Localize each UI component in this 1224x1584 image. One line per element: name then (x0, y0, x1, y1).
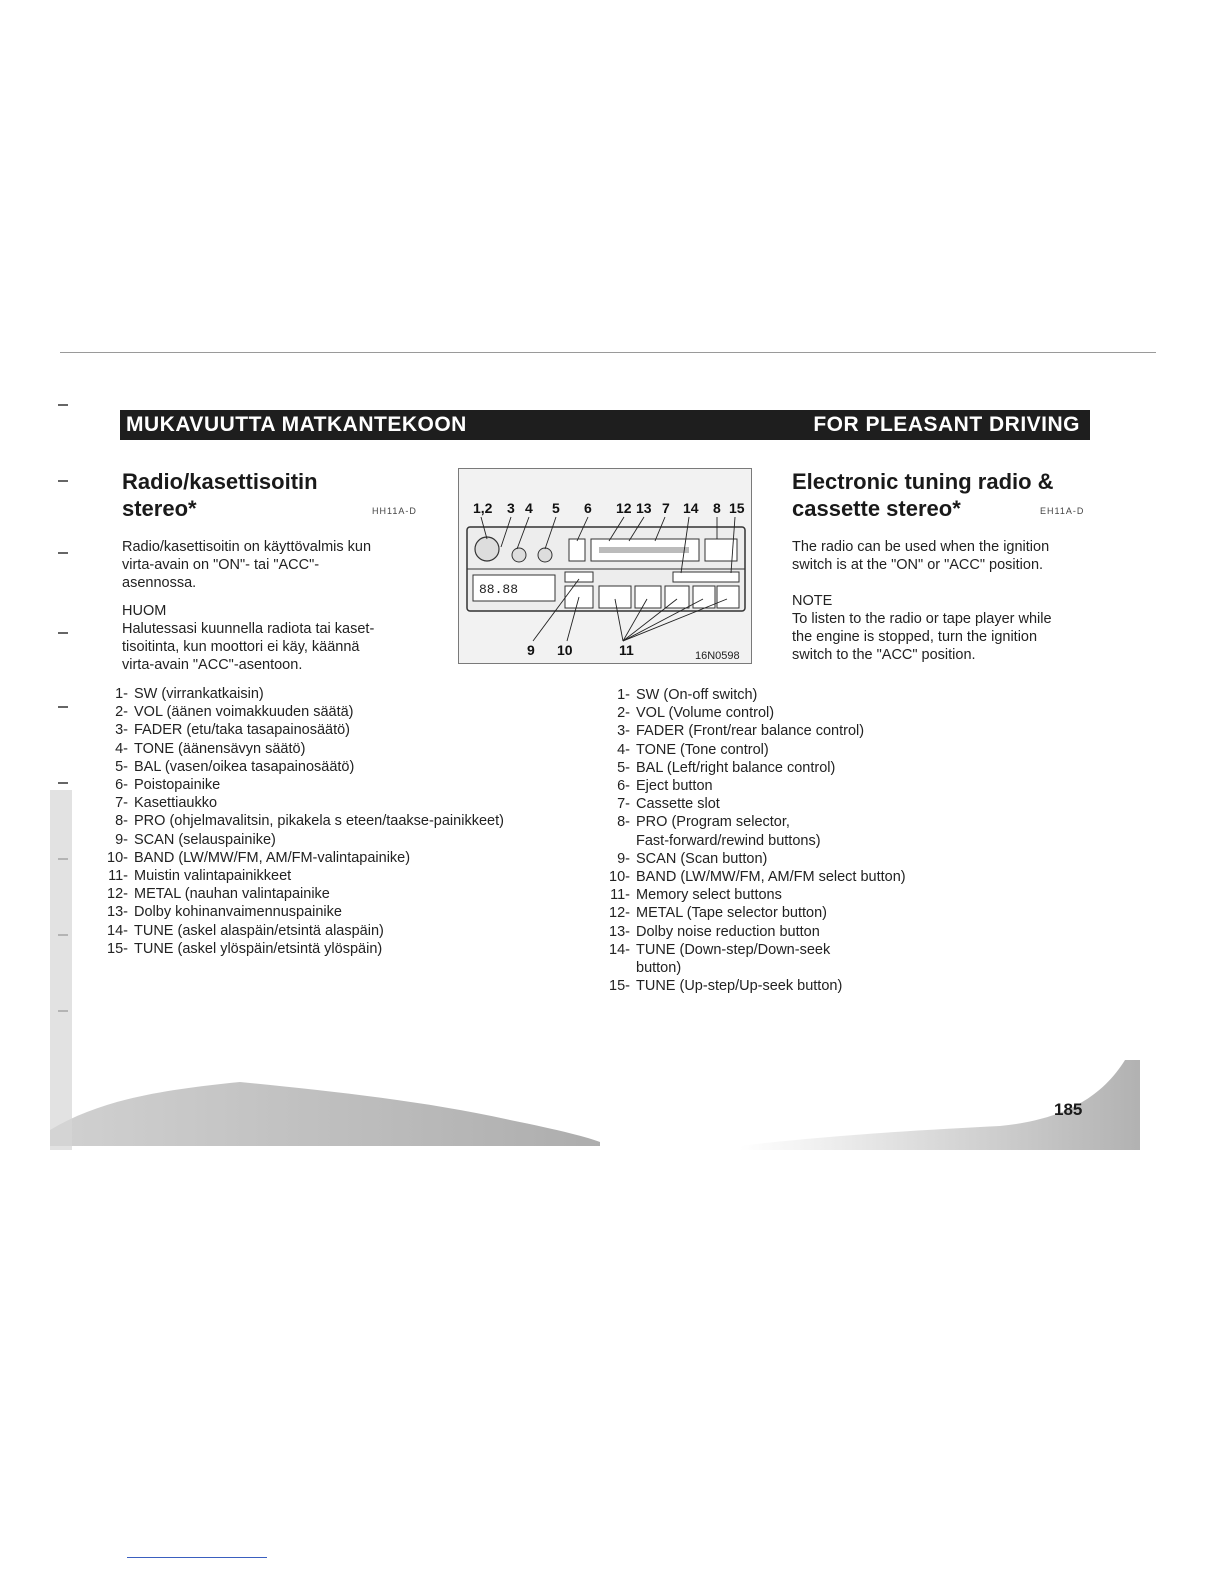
tune-buttons (673, 572, 739, 582)
left-edge-shadow (40, 790, 80, 1150)
tone-knob (512, 548, 526, 562)
callout-11: 11 (619, 642, 634, 658)
header-left-title: MUKAVUUTTA MATKANTEKOON (126, 413, 467, 436)
memory-button (599, 586, 631, 608)
list-item: 12- METAL (Tape selector button) (609, 905, 827, 922)
list-item: 2- VOL (Volume control) (617, 705, 775, 722)
list-item-continuation: Fast-forward/rewind buttons) (636, 832, 821, 849)
list-item: 10- BAND (LW/MW/FM, AM/FM-valintapainike) (107, 849, 411, 866)
list-item: 13- Dolby noise reduction button (609, 923, 820, 940)
list-item: 6- Poistopainike (115, 777, 221, 794)
footer-line (127, 1557, 267, 1558)
callout-13: 13 (636, 500, 652, 516)
scan-button (565, 572, 593, 582)
english-item-list (600, 686, 906, 995)
english-note: NOTE To listen to the radio or tape player while the engine is stopped, turn the ignition switch to the "ACC" position. (792, 592, 1092, 664)
list-item: 1- SW (On-off switch) (617, 687, 758, 703)
power-volume-knob (475, 537, 499, 561)
list-item: 5- BAL (vasen/oikea tasapainosäätö) (115, 758, 355, 775)
list-item: 6- Eject button (617, 778, 713, 795)
callout-4: 4 (525, 500, 533, 516)
page-number: 185 (1054, 1100, 1083, 1119)
eject-button (569, 539, 585, 561)
callout-1-2: 1,2 (473, 500, 493, 516)
list-item: 9- SCAN (Scan button) (617, 850, 768, 867)
scan-shadow (40, 1060, 1160, 1160)
finnish-code: HH11A-D (372, 506, 417, 516)
english-title: Electronic tuning radio & cassette stereo* (792, 469, 1054, 521)
finnish-item-list (98, 685, 504, 958)
callout-15: 15 (729, 500, 745, 516)
list-item-continuation: button) (636, 960, 682, 977)
list-item: 9- SCAN (selauspainike) (115, 831, 276, 848)
callout-12: 12 (616, 500, 632, 516)
finnish-title: Radio/kasettisoitin stereo* (122, 469, 318, 521)
callout-14: 14 (683, 500, 699, 516)
list-item: 5- BAL (Left/right balance control) (617, 759, 836, 776)
list-item: 10- BAND (LW/MW/FM, AM/FM select button) (609, 869, 906, 886)
header-right-title: FOR PLEASANT DRIVING (813, 413, 1080, 436)
callout-3: 3 (507, 500, 515, 516)
memory-button (717, 586, 739, 608)
list-item: 3- FADER (etu/taka tasapainosäätö) (115, 722, 351, 739)
english-intro: The radio can be used when the ignition switch is at the "ON" or "ACC" position. (792, 539, 1050, 573)
list-item: 1- SW (virrankatkaisin) (115, 686, 264, 702)
list-item: 7- Kasettiaukko (115, 795, 218, 812)
callout-7: 7 (662, 500, 670, 516)
list-item: 7- Cassette slot (617, 796, 720, 813)
english-code: EH11A-D (1040, 506, 1085, 516)
list-item: 14- TUNE (Down-step/Down-seek (609, 941, 831, 958)
callout-6: 6 (584, 500, 592, 516)
list-item: 15- TUNE (Up-step/Up-seek button) (609, 978, 843, 995)
memory-button (665, 586, 689, 608)
section-header-bar (120, 410, 1090, 440)
callout-10: 10 (557, 642, 573, 658)
svg-text:88.88: 88.88 (479, 582, 519, 597)
list-item: 8- PRO (ohjelmavalitsin, pikakela s eteen/taakse-painikkeet) (115, 813, 504, 830)
callout-9: 9 (527, 642, 535, 658)
memory-button (635, 586, 661, 608)
list-item: 11- Muistin valintapainikkeet (108, 868, 292, 885)
balance-knob (538, 548, 552, 562)
list-item: 8- PRO (Program selector, (617, 814, 790, 831)
list-item: 12- METAL (nauhan valintapainike (107, 886, 330, 903)
list-item: 14- TUNE (askel alaspäin/etsintä alaspäin) (107, 922, 384, 939)
top-rule (60, 352, 1156, 353)
band-button (565, 586, 593, 608)
callout-5: 5 (552, 500, 560, 516)
figure-code: 16N0598 (695, 650, 740, 662)
english-note-heading: NOTE (792, 593, 833, 609)
list-item: 4- TONE (äänensävyn säätö) (115, 740, 306, 757)
list-item: 4- TONE (Tone control) (617, 741, 769, 758)
finnish-note-heading: HUOM (122, 603, 167, 619)
finnish-intro: Radio/kasettisoitin on käyttövalmis kun virta-avain on "ON"- tai "ACC"- asennossa. (122, 539, 372, 591)
callout-8: 8 (713, 500, 721, 516)
radio-diagram (458, 468, 752, 664)
list-item: 13- Dolby kohinanvaimennuspainike (107, 904, 342, 921)
list-item: 3- FADER (Front/rear balance control) (617, 723, 865, 740)
list-item: 15- TUNE (askel ylöspäin/etsintä ylöspäin) (107, 940, 383, 957)
finnish-note: HUOM Halutessasi kuunnella radiota tai kaset- tisoitinta, kun moottori ei käy, käännä virta-avain "ACC"-asentoon. (122, 602, 422, 674)
list-item: 2- VOL (äänen voimakkuuden säätä) (115, 704, 354, 721)
list-item: 11- Memory select buttons (610, 887, 782, 904)
